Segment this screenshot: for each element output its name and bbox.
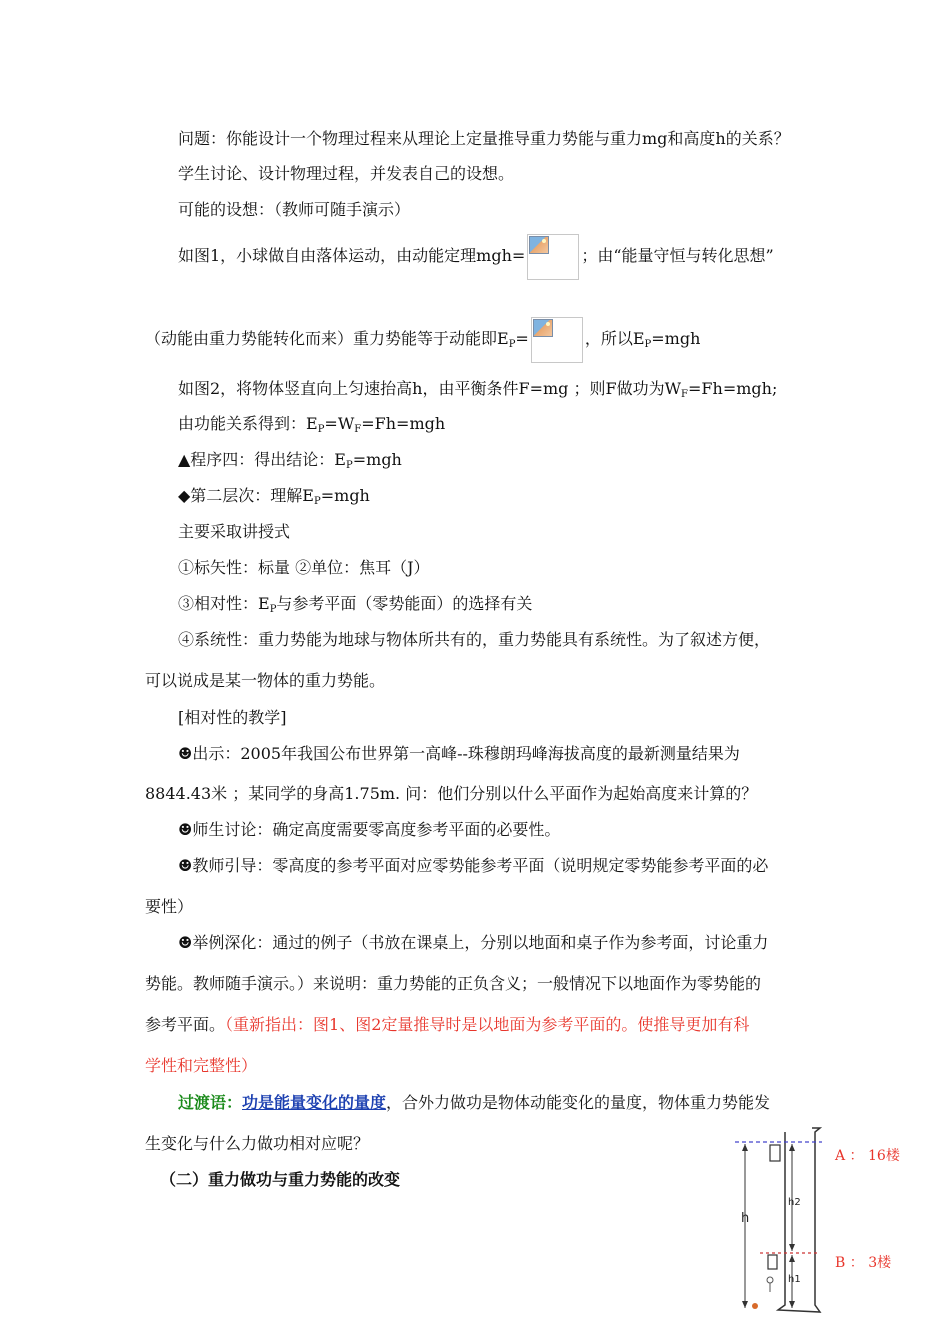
text: ，所以E [584, 329, 645, 348]
paragraph-show [178, 743, 740, 765]
text: 势能。教师随手演示。）来说明：重力势能的正负含义；一般情况下以地面作为零势能的 [145, 974, 762, 993]
text: ☻教师引导：零高度的参考平面对应零势能参考平面（说明规定零势能参考平面的必 [178, 856, 769, 875]
text: 学生讨论、设计物理过程，并发表自己的设想。 [178, 164, 515, 183]
transition-label: 过渡语： [178, 1093, 243, 1112]
text: =Fh=mgh [361, 414, 446, 433]
subscript: P [508, 339, 516, 350]
text: ☻师生讨论：确定高度需要零高度参考平面的必要性。 [178, 820, 561, 839]
paragraph-red-note-cont [145, 1055, 257, 1077]
text: ；由“能量守恒与转化思想” [581, 246, 774, 265]
paragraph-guide [178, 855, 768, 877]
paragraph-method [178, 521, 290, 543]
text: 学性和完整性） [145, 1056, 258, 1075]
subscript: F [354, 424, 362, 435]
label-a [835, 1145, 906, 1165]
subscript: P [314, 496, 321, 507]
label-h: h [741, 1211, 750, 1226]
text: ①标矢性：标量 ②单位：焦耳（J） [178, 558, 430, 577]
subscript: P [317, 424, 325, 435]
paragraph-transition [178, 1092, 770, 1114]
text: ☻出示：2005年我国公布世界第一高峰--珠穆朗玛峰海拔高度的最新测量结果为 [178, 744, 740, 763]
paragraph-figure2 [178, 378, 777, 406]
arrow-head [789, 1301, 795, 1308]
broken-image-icon [527, 234, 579, 280]
text: 与参考平面（零势能面）的选择有关 [276, 594, 533, 613]
paragraph-step4 [178, 449, 402, 477]
paragraph-figure1 [178, 233, 774, 280]
text: 要性） [145, 897, 194, 916]
text: ，合外力做功是物体动能变化的量度，物体重力势能发 [386, 1093, 771, 1112]
paragraph-level2 [178, 485, 370, 513]
paragraph-system-cont [145, 670, 385, 692]
section-heading [160, 1169, 400, 1191]
paragraph-scalar [178, 557, 430, 579]
text: =W [324, 414, 355, 433]
paragraph-hypothesis [178, 199, 410, 221]
arrow-head [789, 1244, 795, 1251]
person-icon [767, 1277, 773, 1283]
arrow-head [742, 1144, 748, 1151]
text: ③相对性：E [178, 594, 270, 613]
text: 主要采取讲授式 [178, 522, 291, 541]
window-top [770, 1145, 780, 1161]
paragraph-discussion [178, 163, 514, 185]
paragraph-work-relation [178, 413, 445, 441]
text: 如图1，小球做自由落体运动，由动能定理mgh= [178, 246, 526, 265]
text: ◆第二层次：理解E [178, 486, 314, 505]
paragraph-system [178, 629, 770, 651]
text: ▲程序四：得出结论：E [178, 450, 346, 469]
text: ☻举例深化：通过的例子（书放在课桌上，分别以地面和桌子作为参考面，讨论重力 [178, 933, 769, 952]
paragraph-example-end [145, 1014, 749, 1036]
text: （动能由重力势能转化而来）重力势能等于动能即E [145, 329, 509, 348]
paragraph-example-cont [145, 973, 761, 995]
text: （二）重力做功与重力势能的改变 [160, 1170, 401, 1189]
ball-icon [752, 1303, 758, 1309]
subscript: P [269, 604, 277, 615]
paragraph-relativity-teaching [178, 707, 287, 729]
text: 生变化与什么力做功相对应呢？ [145, 1134, 370, 1153]
text: =mgh [320, 486, 370, 505]
label-b [835, 1252, 897, 1272]
text: A ： 16楼 [835, 1148, 900, 1164]
text: 问题：你能设计一个物理过程来从理论上定量推导重力势能与重力mg和高度h的关系？ [178, 129, 790, 148]
text: 由功能关系得到：E [178, 414, 318, 433]
label-h2: h2 [788, 1197, 801, 1208]
arrow-head [789, 1255, 795, 1262]
text: =mgh [352, 450, 402, 469]
text: 8844.43米 ；某同学的身高1.75m. 问：他们分别以什么平面作为起始高度来计算的？ [145, 784, 758, 803]
red-note: （重新指出：图1、图2定量推导时是以地面为参考平面的。使推导更加有科 [225, 1015, 750, 1034]
text: B ： 3楼 [835, 1255, 892, 1271]
paragraph-kinetic [145, 316, 700, 368]
paragraph-guide-cont [145, 896, 193, 918]
paragraph-show-cont [145, 783, 757, 805]
subscript: P [346, 460, 353, 471]
paragraph-question [178, 128, 790, 150]
paragraph-relativity [178, 593, 532, 621]
key-phrase-link[interactable]: 功是能量变化的量度 [242, 1093, 387, 1112]
text: = [515, 329, 529, 348]
text: =Fh=mgh; [688, 379, 778, 398]
subscript: F [681, 389, 688, 400]
text: 参考平面。 [145, 1015, 226, 1034]
arrow-head [789, 1144, 795, 1151]
text: 可能的设想：（教师可随手演示） [178, 200, 411, 219]
text: 可以说成是某一物体的重力势能。 [145, 671, 386, 690]
paragraph-discuss [178, 819, 560, 841]
text: ④系统性：重力势能为地球与物体所共有的，重力势能具有系统性。为了叙述方便， [178, 630, 771, 649]
broken-image-icon [531, 317, 583, 363]
paragraph-example [178, 932, 768, 954]
window-bottom [768, 1255, 777, 1269]
text: 如图2，将物体竖直向上匀速抬高h，由平衡条件F=mg ；则F做功为W [178, 379, 682, 398]
text: =mgh [651, 329, 701, 348]
arrow-head [742, 1301, 748, 1308]
text: [相对性的教学] [178, 708, 287, 727]
subscript: P [644, 339, 652, 350]
paragraph-transition-cont [145, 1133, 369, 1155]
label-h1: h1 [788, 1274, 801, 1285]
